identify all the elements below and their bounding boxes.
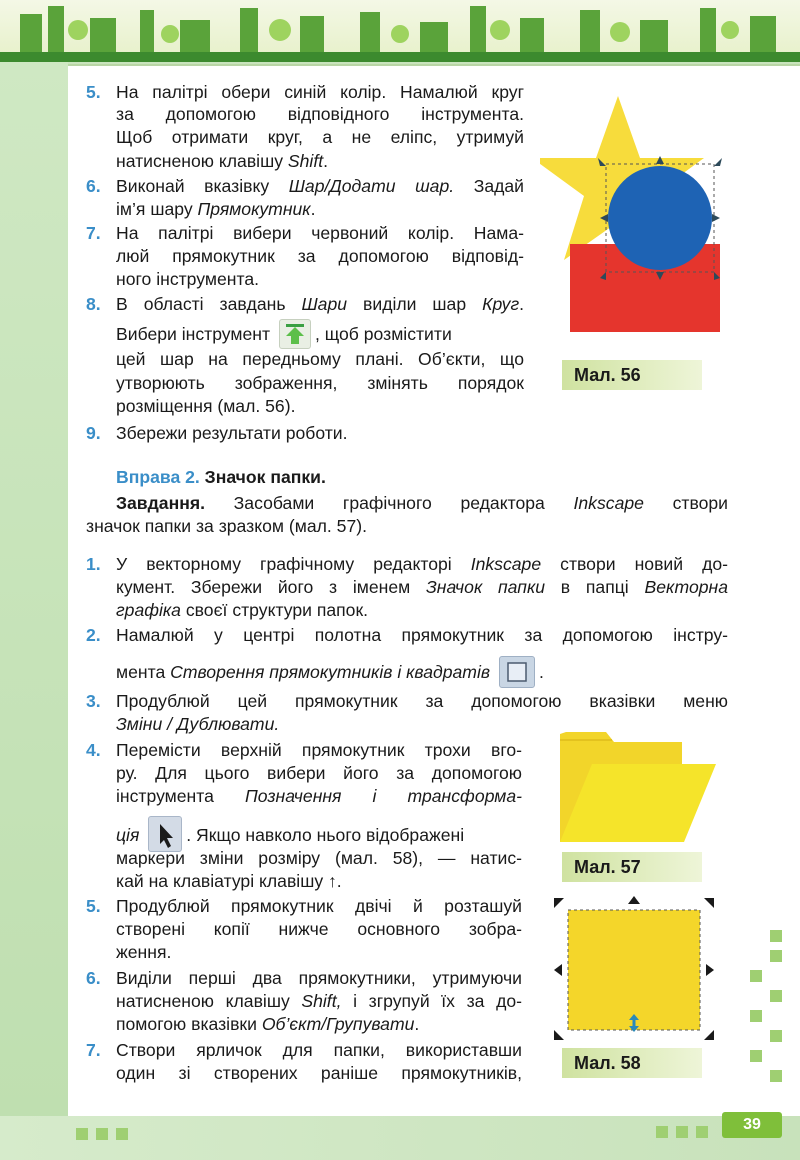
exercise-heading: Вправа 2. Значок папки.: [116, 467, 326, 487]
page-number: 39: [722, 1112, 782, 1138]
paragraph-line: маркери зміни розміру (мал. 58), — натис-: [116, 848, 522, 868]
paragraph-line: розміщення (мал. 56).: [116, 396, 296, 416]
paragraph-line: Намалюй у центрі полотна прямокутник за допомогою інстру-: [116, 625, 728, 645]
right-decoration: [740, 930, 796, 1100]
paragraph-line: кумент. Збережи його з іменем Значок папки в папці Векторна: [116, 577, 728, 597]
paragraph-line: В області завдань Шари виділи шар Круг.: [116, 294, 525, 314]
paragraph-line: ція . Якщо навколо нього відображені: [116, 816, 522, 852]
bottom-strip: [0, 1116, 800, 1160]
decor-square: [116, 1128, 128, 1140]
item-number: 6.: [86, 968, 101, 988]
paragraph-line: цей шар на передньому плані. Об’єкти, що: [116, 349, 524, 369]
paragraph-line: мента Створення прямокутників і квадратів .: [116, 656, 544, 688]
item-number: 8.: [86, 294, 101, 314]
paragraph-line: створені копії нижче основного зобра-: [116, 919, 522, 939]
decor-square: [96, 1128, 108, 1140]
item-number: 5.: [86, 896, 101, 916]
decor-square: [676, 1126, 688, 1138]
paragraph-line: Створи ярличок для папки, використавши: [116, 1040, 522, 1060]
header-banner: [0, 0, 800, 62]
paragraph-line: графіка своєї структури папок.: [116, 600, 369, 620]
paragraph-line: утворюють зображення, змінять порядок: [116, 373, 524, 393]
figure-58-illustration: [548, 896, 718, 1042]
paragraph-line: Перемісти верхній прямокутник трохи вго-: [116, 740, 522, 760]
figure-58-caption: Мал. 58: [562, 1048, 702, 1078]
item-number: 6.: [86, 176, 101, 196]
rectangle-tool-icon: [499, 656, 535, 688]
item-number: 5.: [86, 82, 101, 102]
paragraph-line: Виділи перші два прямокутники, утримуючи: [116, 968, 522, 988]
paragraph-line: ру. Для цього вибери його за допомогою: [116, 763, 522, 783]
paragraph-line: ім’я шару Прямокутник.: [116, 199, 316, 219]
item-number: 1.: [86, 554, 101, 574]
yellow-square: [568, 910, 700, 1030]
figure-57-caption: Мал. 57: [562, 852, 702, 882]
paragraph-line: інструмента Позначення і трансформа-: [116, 786, 523, 806]
figure-57-folder-illustration: [552, 720, 718, 848]
city-banner-illustration: [0, 0, 800, 62]
paragraph-line: за допомогою відповідного інструмента.: [116, 104, 524, 124]
item-number: 3.: [86, 691, 101, 711]
paragraph-line: Зміни / Дублювати.: [116, 714, 280, 734]
decor-square: [696, 1126, 708, 1138]
paragraph-line: Продублюй цей прямокутник за допомогою вказівки меню: [116, 691, 728, 711]
paragraph-line: Щоб отримати круг, а не еліпс, утримуй: [116, 127, 524, 147]
decor-square: [76, 1128, 88, 1140]
decor-square: [656, 1126, 668, 1138]
paragraph-line: ного інструмента.: [116, 269, 260, 289]
paragraph-line: кай на клавіатурі клавішу ↑.: [116, 871, 342, 891]
paragraph-line: натисненою клавішу Shift, і згрупуй їх за до-: [116, 991, 523, 1011]
blue-circle: [608, 166, 712, 270]
item-number: 9.: [86, 423, 101, 443]
figure-56-caption: Мал. 56: [562, 360, 702, 390]
paragraph-line: На палітрі обери синій колір. Намалюй круг: [116, 82, 524, 102]
task-line: значок папки за зразком (мал. 57).: [86, 516, 367, 536]
paragraph-line: люй прямокутник за допомогою відповід-: [116, 246, 524, 266]
item-number: 4.: [86, 740, 101, 760]
paragraph-line: натисненою клавішу Shift.: [116, 151, 328, 171]
paragraph-line: На палітрі вибери червоний колір. Нама-: [116, 223, 524, 243]
task-line: Завдання. Засобами графічного редактора Inkscape створи: [116, 493, 729, 513]
paragraph-line: один зі створених раніше прямокутників,: [116, 1063, 522, 1083]
paragraph-line: У векторному графічному редакторі Inkscape створи новий до-: [116, 554, 729, 574]
item-number: 2.: [86, 625, 101, 645]
paragraph-line: Виконай вказівку Шар/Додати шар. Задай: [116, 176, 524, 196]
item-number: 7.: [86, 1040, 101, 1060]
figure-56-illustration: [540, 92, 730, 342]
paragraph-line: ження.: [116, 942, 172, 962]
paragraph-line: Продублюй прямокутник двічі й розташуй: [116, 896, 522, 916]
item-number: 7.: [86, 223, 101, 243]
paragraph-line: Вибери інструмент , щоб розмістити: [116, 319, 524, 349]
paragraph-line: помогою вказівки Об’єкт/Групувати.: [116, 1014, 420, 1034]
raise-to-top-icon: [279, 319, 311, 349]
paragraph-line: Збережи результати роботи.: [116, 423, 348, 443]
left-decoration: [0, 62, 68, 1116]
